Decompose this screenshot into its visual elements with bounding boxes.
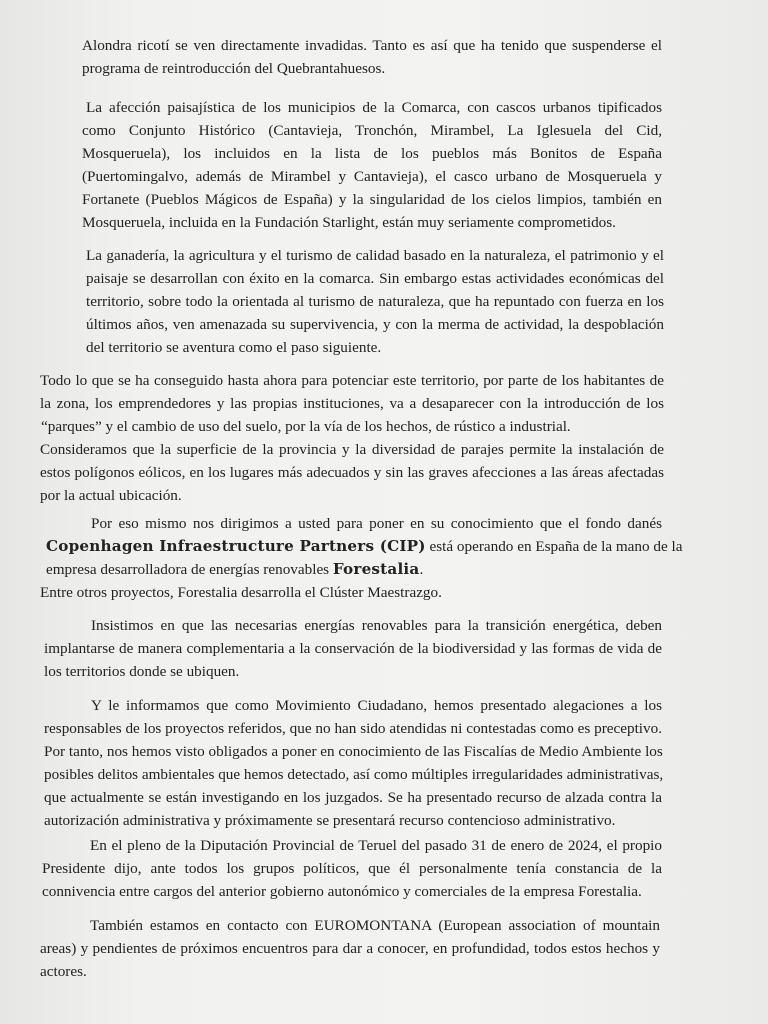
text-line: Todo lo que se ha conseguido hasta ahora para potenciar este territorio, por parte de los habitantes de <box>40 372 664 389</box>
paragraph-8 <box>42 834 662 903</box>
text-line: Mosqueruela, incluida en la Fundación Starlight, están muy seriamente comprometidos. <box>82 214 616 231</box>
company-name-cip: Copenhagen Infraestructure Partners (CIP) <box>46 537 426 555</box>
text-line: últimos años, ven amenazada su supervivencia, y con la merma de actividad, la despoblación <box>86 316 664 333</box>
text-line: Alondra ricotí se ven directamente invadidas. Tanto es así que ha tenido que suspenderse el <box>82 37 662 54</box>
text-line: como Conjunto Histórico (Cantavieja, Tronchón, Mirambel, La Iglesuela del Cid, <box>82 122 662 139</box>
text-line: la zona, los emprendedores y las propias instituciones, va a desaparecer con la introducción de los <box>40 395 664 412</box>
text-line: Por tanto, nos hemos visto obligados a poner en conocimiento de las Fiscalías de Medio Ambiente los <box>44 743 663 760</box>
text-line: del territorio se aventura como el paso siguiente. <box>86 339 382 356</box>
text-line: que actualmente se están investigando en los juzgados. Se ha presentado recurso de alzada contra la <box>44 789 662 806</box>
text-line: responsables de los proyectos referidos, que no han sido atendidas ni contestadas como es preceptivo. <box>44 720 662 737</box>
text-line: actores. <box>40 963 87 980</box>
text-line: implantarse de manera complementaria a la conservación de la biodiversidad y las formas de vida de <box>44 640 662 657</box>
paragraph-9 <box>40 914 660 983</box>
text-line: Insistimos en que las necesarias energías renovables para la transición energética, deben <box>91 617 662 634</box>
text-line: (Puertomingalvo, además de Mirambel y Cantavieja), el casco urbano de Mosqueruela y <box>82 168 662 185</box>
text-line: paisaje se desarrollan con éxito en la comarca. Sin embargo estas actividades económicas del <box>86 270 664 287</box>
text-line: por la actual ubicación. <box>40 487 182 504</box>
text-fragment: está operando en España de la mano de la <box>425 538 683 555</box>
text-line: Entre otros proyectos, Forestalia desarrolla el Clúster Maestrazgo. <box>40 584 442 601</box>
text-line: posibles delitos ambientales que hemos detectado, así como múltiples irregularidades administrativas, <box>44 766 664 783</box>
text-line: En el pleno de la Diputación Provincial de Teruel del pasado 31 de enero de 2024, el propio <box>90 837 662 854</box>
text-line: Fortanete (Pueblos Mágicos de España) y la singularidad de los cielos limpios, también en <box>82 191 662 208</box>
text-line: connivencia entre cargos del anterior gobierno autonómico y comerciales de la empresa Forestalia. <box>42 883 642 900</box>
paragraph-3 <box>86 244 664 359</box>
text-line: autorización administrativa y próximamente se presentará recurso contencioso administrativo. <box>44 812 616 829</box>
text-line: programa de reintroducción del Quebrantahuesos. <box>82 60 386 77</box>
text-line: También estamos en contacto con EUROMONTANA (European association of mountain <box>90 917 660 934</box>
paragraph-7 <box>44 694 662 832</box>
text-line: los territorios donde se ubiquen. <box>44 663 240 680</box>
text-line: Mosqueruela), los incluidos en la lista de los pueblos más Bonitos de España <box>82 145 662 162</box>
text-line: “parques” y el cambio de uso del suelo, por la vía de los hechos, de rústico a industrial. <box>41 418 571 435</box>
text-line: La afección paisajística de los municipios de la Comarca, con cascos urbanos tipificados <box>86 99 662 116</box>
text-fragment: empresa desarrolladora de energías renovables <box>46 561 333 578</box>
paragraph-5 <box>40 512 683 604</box>
paragraph-4 <box>40 369 664 507</box>
text-line: Presidente dijo, ante todos los grupos políticos, que él personalmente tenía constancia de la <box>42 860 662 877</box>
text-line: areas) y pendientes de próximos encuentros para dar a conocer, en profundidad, todos estos hechos y <box>40 940 660 957</box>
paragraph-6 <box>44 614 662 683</box>
text-line: Por eso mismo nos dirigimos a usted para poner en su conocimiento que el fondo danés <box>91 515 662 532</box>
text-line <box>46 558 662 581</box>
text-line: Y le informamos que como Movimiento Ciudadano, hemos presentado alegaciones a los <box>91 697 662 714</box>
text-line: La ganadería, la agricultura y el turismo de calidad basado en la naturaleza, el patrimonio y el <box>86 247 664 264</box>
text-fragment: . <box>419 561 424 578</box>
text-line: territorio, sobre todo la orientada al turismo de naturaleza, que ha repuntado con fuerza en los <box>86 293 664 310</box>
company-name-forestalia: Forestalia <box>332 560 420 578</box>
text-line: Consideramos que la superficie de la provincia y la diversidad de parajes permite la instalación de <box>40 441 664 458</box>
text-line <box>46 535 683 558</box>
text-line: estos polígonos eólicos, en los lugares más adecuados y sin las graves afecciones a las áreas afectadas <box>40 464 664 481</box>
paragraph-1 <box>82 34 662 80</box>
paragraph-2 <box>82 96 662 234</box>
